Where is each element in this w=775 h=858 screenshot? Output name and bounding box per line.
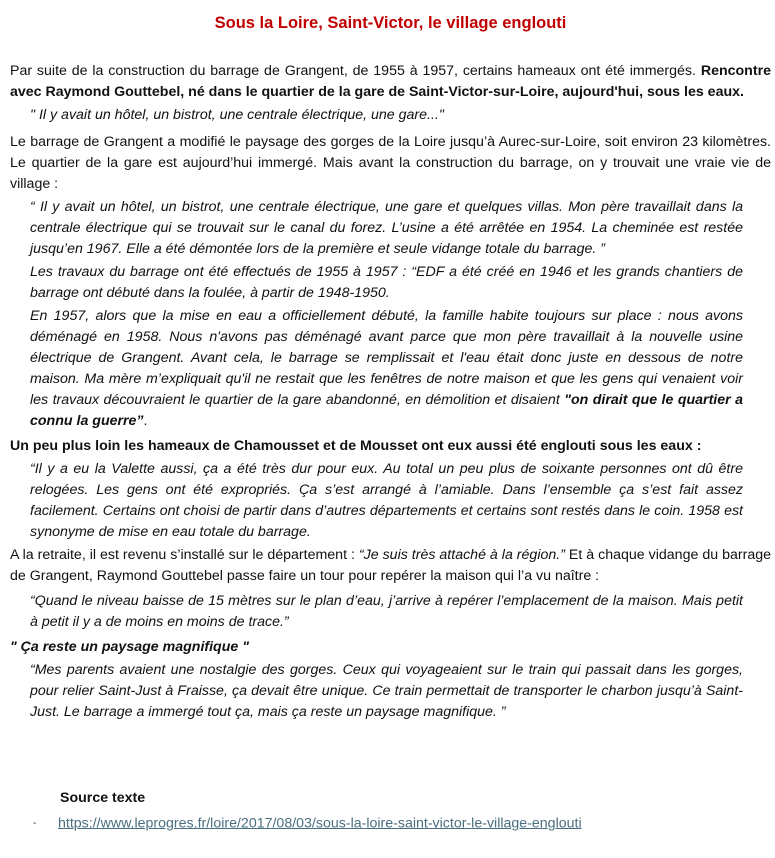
intro-text: Par suite de la construction du barrage de Grangent, de 1955 à 1957, certains hameaux ont été immergés. — [10, 63, 696, 79]
section-heading-2: Un peu plus loin les hameaux de Chamousset et de Mousset ont eux aussi été englouti sous les eaux : — [10, 438, 702, 454]
quote-3-end: . — [143, 413, 148, 429]
bullet-marker: - — [33, 818, 37, 829]
intro-bold-text: Rencontre avec Raymond Gouttebel, né dans le quartier de la gare de Saint-Victor-sur-Loire, aujourd'hui, sous les eaux. — [10, 63, 771, 100]
paragraph-1: Le barrage de Grangent a modifié le paysage des gorges de la Loire jusqu’à Aurec-sur-Loire, soit environ 23 kilomètres. Le quartier de la gare est aujourd’hui immergé. Mais avant la construction du barrage, on y trouvait une vraie vie de village : — [10, 134, 771, 192]
paragraph-2-start: A la retraite, il est revenu s’installé sur le département : — [10, 547, 359, 563]
quote-3-bold: "on dirait que le quartier a connu la guerre” — [30, 392, 743, 429]
paragraph-2 — [10, 545, 771, 587]
quote-1: “ Il y avait un hôtel, un bistrot, une centrale électrique, une gare et quelques villas. Mon père travaillait dans la centrale électrique qui se trouvait sur le canal du forez. L’usine a été arrêtée en 1954. La cheminée est restée jusqu’en 1967. Elle a été démontée lors de la première et seule vidange totale du barrage. ” — [30, 199, 743, 257]
pull-quote: " Il y avait un hôtel, un bistrot, une centrale électrique, une gare..." — [30, 107, 444, 123]
quote-2: Les travaux du barrage ont été effectués de 1955 à 1957 : “EDF a été créé en 1946 et les grands chantiers de barrage ont débuté dans la foulée, à partir de 1948-1950. — [30, 264, 743, 301]
quote-5: “Quand le niveau baisse de 15 mètres sur le plan d’eau, j’arrive à repérer l’emplacement de la maison. Mais petit à petit il y a de moins en moins de trace.” — [30, 593, 743, 630]
section-heading-3: " Ça reste un paysage magnifique " — [10, 639, 249, 655]
source-link-row — [33, 813, 582, 834]
source-link[interactable]: https://www.leprogres.fr/loire/2017/08/03/sous-la-loire-saint-victor-le-village-englouti — [58, 815, 582, 832]
quote-3 — [10, 306, 771, 432]
intro-paragraph — [10, 61, 771, 103]
quote-6: “Mes parents avaient une nostalgie des gorges. Ceux qui voyageaient sur le train qui passait dans les gorges, pour relier Saint-Just à Fraisse, ça devait être unique. Ce train permettait de transporter le charbon jusqu’à Saint-Just. Le barrage a immergé tout ça, mais ça reste un paysage magnifique. ” — [30, 662, 743, 720]
quote-4: “Il y a eu la Valette aussi, ça a été très dur pour eux. Au total un peu plus de soixante personnes ont dû être relogées. Les gens ont été expropriés. Ça s’est arrangé à l’amiable. Dans l’ensemble ça s’est fait assez facilement. Certains ont choisi de partir dans d’autres départements et certains sont restés dans le coin. 1958 est synonyme de mise en eau totale du barrage. — [30, 461, 743, 540]
source-label: Source texte — [60, 790, 146, 806]
article-title: Sous la Loire, Saint-Victor, le village englouti — [214, 14, 567, 32]
paragraph-2-italic: “Je suis très attaché à la région.” — [358, 547, 565, 563]
quote-3-text: En 1957, alors que la mise en eau a officiellement débuté, la famille habite toujours sur place : nous avons déménagé en 1958. Nous n'avons pas déménagé avant parce que mon père travaillait à la nouvelle usine électrique de Grangent. Avant cela, le barrage se remplissait et l'eau était donc juste en dessous de notre maison. Ma mère m’expliquait qu'il ne restait que les fenêtres de notre maison et que les gens qui venaient voir les travaux découvraient le quartier de la gare abandonné, en démolition et disaient — [30, 308, 743, 408]
paragraph-2-end: Et à chaque vidange du barrage de Grangent, Raymond Gouttebel passe faire un tour pour repérer la maison qui l’a vu naître : — [10, 547, 771, 584]
